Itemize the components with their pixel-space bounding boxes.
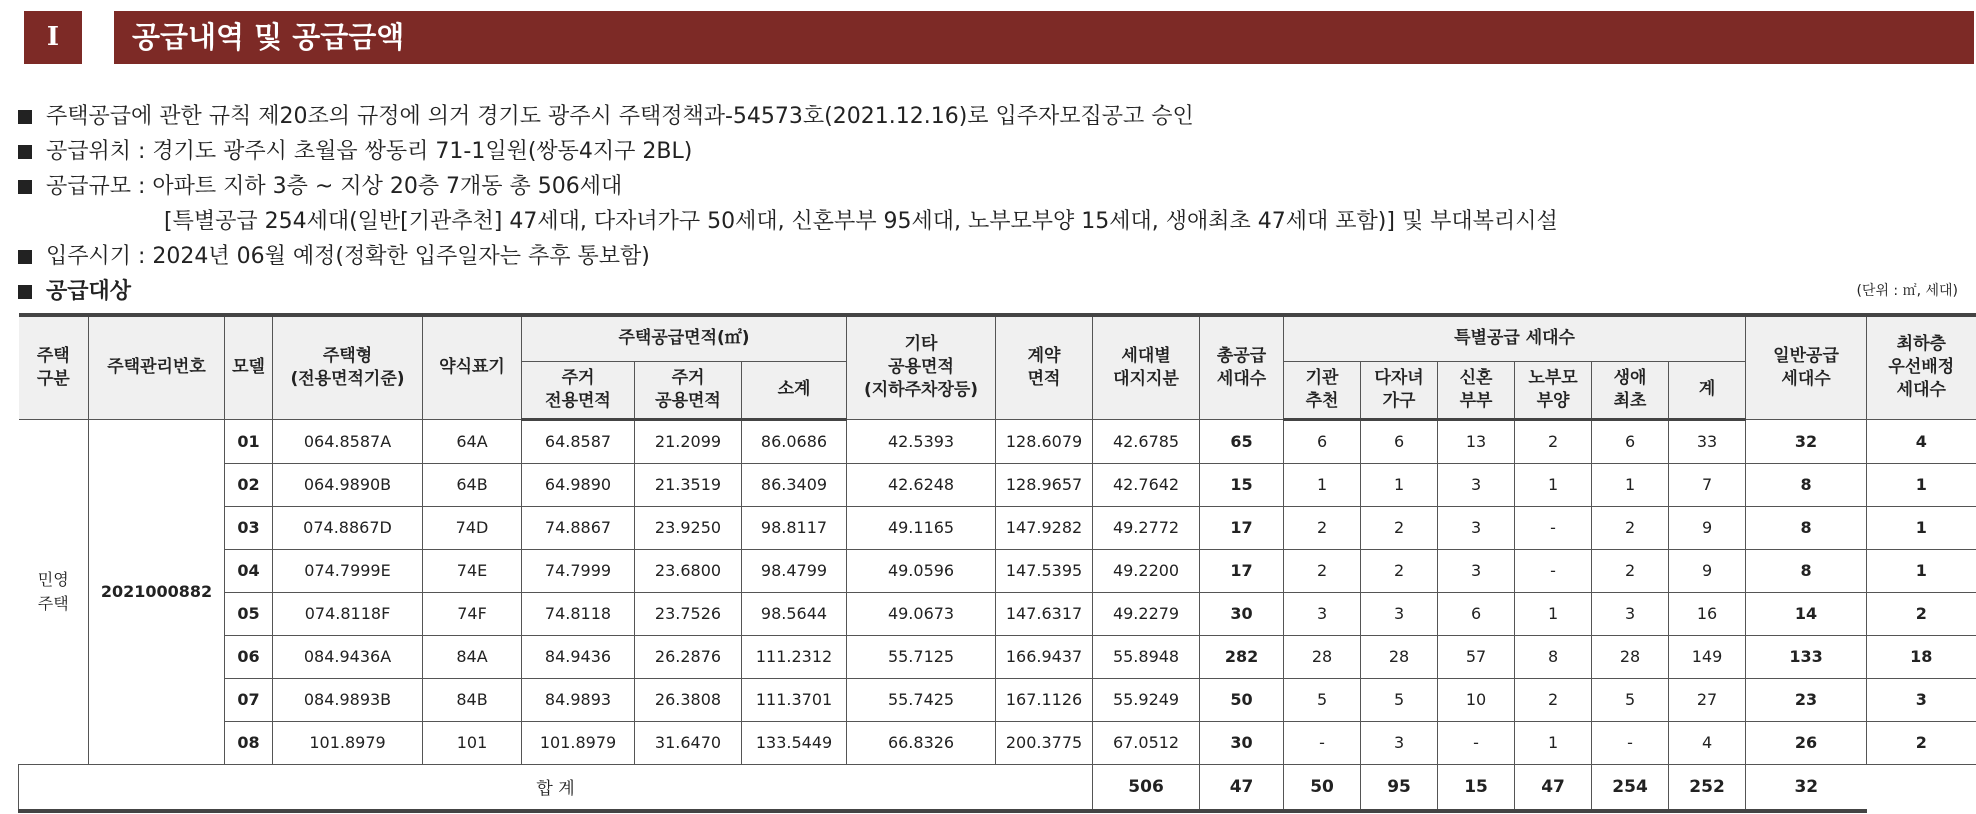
cell-sum: 33 <box>1669 419 1746 463</box>
cell-multi: 6 <box>1361 419 1438 463</box>
cell-common: 23.7526 <box>635 592 742 635</box>
cell-newlywed: 57 <box>1438 635 1515 678</box>
cell-type: 074.8867D <box>273 506 423 549</box>
cell-contract: 147.9282 <box>996 506 1093 549</box>
cell-inst: 2 <box>1284 506 1361 549</box>
cell-multi: 5 <box>1361 678 1438 721</box>
cell-general: 8 <box>1746 463 1867 506</box>
cell-multi: 28 <box>1361 635 1438 678</box>
totals-total: 506 <box>1093 764 1200 811</box>
cell-subtotal: 111.2312 <box>742 635 847 678</box>
cell-subtotal: 98.5644 <box>742 592 847 635</box>
cell-other: 49.0673 <box>847 592 996 635</box>
cell-general: 32 <box>1746 419 1867 463</box>
table-row <box>19 635 1976 678</box>
cell-type: 084.9436A <box>273 635 423 678</box>
cell-model: 03 <box>225 506 273 549</box>
cell-general: 26 <box>1746 721 1867 764</box>
cell-contract: 128.9657 <box>996 463 1093 506</box>
cell-total: 15 <box>1200 463 1284 506</box>
cell-multi: 3 <box>1361 592 1438 635</box>
cell-other: 42.5393 <box>847 419 996 463</box>
cell-first: 1 <box>1592 463 1669 506</box>
cell-common: 21.2099 <box>635 419 742 463</box>
bullet-location: 공급위치 : 경기도 광주시 초월읍 쌍동리 71-1일원(쌍동4지구 2BL) <box>18 134 1958 169</box>
cell-newlywed: 3 <box>1438 549 1515 592</box>
cell-land: 49.2772 <box>1093 506 1200 549</box>
cell-model: 04 <box>225 549 273 592</box>
cell-subtotal: 86.0686 <box>742 419 847 463</box>
totals-row <box>19 764 1976 811</box>
cell-exclusive: 101.8979 <box>522 721 635 764</box>
cell-sum: 7 <box>1669 463 1746 506</box>
col-land: 세대별 대지지분 <box>1093 315 1200 419</box>
cell-other: 55.7425 <box>847 678 996 721</box>
cell-inst: 1 <box>1284 463 1361 506</box>
table-row <box>19 678 1976 721</box>
totals-first: 47 <box>1515 764 1592 811</box>
cell-land: 42.6785 <box>1093 419 1200 463</box>
cell-multi: 3 <box>1361 721 1438 764</box>
cell-common: 31.6470 <box>635 721 742 764</box>
cell-total: 30 <box>1200 721 1284 764</box>
col-multi: 다자녀 가구 <box>1361 361 1438 419</box>
cell-general: 8 <box>1746 506 1867 549</box>
cell-inst: 5 <box>1284 678 1361 721</box>
col-first: 생애 최초 <box>1592 361 1669 419</box>
cell-subtotal: 133.5449 <box>742 721 847 764</box>
cell-model: 06 <box>225 635 273 678</box>
cell-exclusive: 84.9893 <box>522 678 635 721</box>
cell-exclusive: 64.8587 <box>522 419 635 463</box>
cell-contract: 166.9437 <box>996 635 1093 678</box>
cell-land: 42.7642 <box>1093 463 1200 506</box>
cell-multi: 2 <box>1361 506 1438 549</box>
cell-inst: 28 <box>1284 635 1361 678</box>
cell-common: 23.9250 <box>635 506 742 549</box>
cell-type: 074.7999E <box>273 549 423 592</box>
section-title: 공급내역 및 공급금액 <box>114 11 1974 64</box>
cell-exclusive: 74.8867 <box>522 506 635 549</box>
cell-contract: 167.1126 <box>996 678 1093 721</box>
cell-general: 133 <box>1746 635 1867 678</box>
col-mgmt-no: 주택관리번호 <box>89 315 225 419</box>
table-row <box>19 506 1976 549</box>
section-number: I <box>24 11 82 64</box>
totals-lowest: 32 <box>1746 764 1867 811</box>
totals-elderly: 15 <box>1438 764 1515 811</box>
col-contract: 계약 면적 <box>996 315 1093 419</box>
cell-common: 26.2876 <box>635 635 742 678</box>
cell-land: 55.9249 <box>1093 678 1200 721</box>
cell-elderly: 2 <box>1515 419 1592 463</box>
square-bullet-icon <box>18 285 32 299</box>
cell-first: - <box>1592 721 1669 764</box>
cell-newlywed: 3 <box>1438 463 1515 506</box>
table-body <box>19 419 1976 764</box>
totals-label: 합 계 <box>19 764 1093 811</box>
cell-sum: 16 <box>1669 592 1746 635</box>
cell-abbr: 101 <box>423 721 522 764</box>
col-model: 모델 <box>225 315 273 419</box>
cell-common: 21.3519 <box>635 463 742 506</box>
cell-newlywed: 10 <box>1438 678 1515 721</box>
cell-first: 2 <box>1592 549 1669 592</box>
cell-subtotal: 111.3701 <box>742 678 847 721</box>
cell-total: 30 <box>1200 592 1284 635</box>
cell-lowest: 1 <box>1867 549 1976 592</box>
cell-other: 49.0596 <box>847 549 996 592</box>
cell-model: 07 <box>225 678 273 721</box>
cell-lowest: 1 <box>1867 463 1976 506</box>
cell-lowest: 2 <box>1867 592 1976 635</box>
cell-common: 26.3808 <box>635 678 742 721</box>
cell-first: 3 <box>1592 592 1669 635</box>
cell-newlywed: 13 <box>1438 419 1515 463</box>
cell-model: 08 <box>225 721 273 764</box>
col-other-common: 기타 공용면적 (지하주차장등) <box>847 315 996 419</box>
cell-land: 49.2200 <box>1093 549 1200 592</box>
cell-elderly: 1 <box>1515 721 1592 764</box>
cell-exclusive: 84.9436 <box>522 635 635 678</box>
cell-inst: - <box>1284 721 1361 764</box>
cell-total: 65 <box>1200 419 1284 463</box>
totals-newlywed: 95 <box>1361 764 1438 811</box>
cell-lowest: 4 <box>1867 419 1976 463</box>
cell-subtotal: 86.3409 <box>742 463 847 506</box>
square-bullet-icon <box>18 250 32 264</box>
cell-sum: 27 <box>1669 678 1746 721</box>
cell-type: 101.8979 <box>273 721 423 764</box>
cell-contract: 147.5395 <box>996 549 1093 592</box>
square-bullet-icon <box>18 110 32 124</box>
section-header <box>24 11 1974 64</box>
table-row <box>19 549 1976 592</box>
totals-general: 252 <box>1669 764 1746 811</box>
cell-elderly: 2 <box>1515 678 1592 721</box>
mgmt-no-cell: 2021000882 <box>89 419 225 764</box>
cell-abbr: 64A <box>423 419 522 463</box>
cell-lowest: 18 <box>1867 635 1976 678</box>
cell-newlywed: 6 <box>1438 592 1515 635</box>
square-bullet-icon <box>18 180 32 194</box>
col-general: 일반공급 세대수 <box>1746 315 1867 419</box>
table-row <box>19 419 1976 463</box>
cell-elderly: - <box>1515 549 1592 592</box>
cell-model: 05 <box>225 592 273 635</box>
cell-first: 6 <box>1592 419 1669 463</box>
cell-other: 66.8326 <box>847 721 996 764</box>
section-label-row <box>18 274 1958 309</box>
cell-type: 084.9893B <box>273 678 423 721</box>
bullet-scale-detail: [특별공급 254세대(일반[기관추천] 47세대, 다자녀가구 50세대, 신혼부부 95세대, 노부모부양 15세대, 생애최초 47세대 포함)] 및 부대복리시설 <box>164 209 1558 234</box>
cell-inst: 2 <box>1284 549 1361 592</box>
cell-sum: 9 <box>1669 549 1746 592</box>
cell-newlywed: 3 <box>1438 506 1515 549</box>
cell-model: 02 <box>225 463 273 506</box>
cell-sum: 4 <box>1669 721 1746 764</box>
cell-abbr: 74F <box>423 592 522 635</box>
cell-inst: 6 <box>1284 419 1361 463</box>
cell-abbr: 74D <box>423 506 522 549</box>
cell-type: 064.8587A <box>273 419 423 463</box>
col-special: 특별공급 세대수 <box>1284 315 1746 361</box>
table-row <box>19 463 1976 506</box>
cell-general: 23 <box>1746 678 1867 721</box>
cell-elderly: 1 <box>1515 463 1592 506</box>
cell-subtotal: 98.8117 <box>742 506 847 549</box>
cell-contract: 128.6079 <box>996 419 1093 463</box>
cell-lowest: 3 <box>1867 678 1976 721</box>
housing-type-cell: 민영 주택 <box>19 419 89 764</box>
cell-other: 49.1165 <box>847 506 996 549</box>
cell-land: 49.2279 <box>1093 592 1200 635</box>
col-supply-area: 주택공급면적(㎡) <box>522 315 847 361</box>
cell-first: 5 <box>1592 678 1669 721</box>
cell-abbr: 84A <box>423 635 522 678</box>
cell-newlywed: - <box>1438 721 1515 764</box>
col-housing-type: 주택 구분 <box>19 315 89 419</box>
col-abbr: 약식표기 <box>423 315 522 419</box>
cell-land: 55.8948 <box>1093 635 1200 678</box>
cell-exclusive: 74.7999 <box>522 549 635 592</box>
section-label: 공급대상 <box>46 279 132 304</box>
col-sum: 계 <box>1669 361 1746 419</box>
totals-sum: 254 <box>1592 764 1669 811</box>
cell-exclusive: 74.8118 <box>522 592 635 635</box>
cell-multi: 2 <box>1361 549 1438 592</box>
notice-bullets <box>18 99 1958 309</box>
supply-table <box>18 313 1976 813</box>
cell-sum: 9 <box>1669 506 1746 549</box>
cell-total: 17 <box>1200 549 1284 592</box>
cell-type: 064.9890B <box>273 463 423 506</box>
col-subtotal: 소계 <box>742 361 847 419</box>
cell-elderly: 1 <box>1515 592 1592 635</box>
cell-abbr: 84B <box>423 678 522 721</box>
totals-multi: 50 <box>1284 764 1361 811</box>
col-newlywed: 신혼 부부 <box>1438 361 1515 419</box>
col-house-type: 주택형 (전용면적기준) <box>273 315 423 419</box>
cell-land: 67.0512 <box>1093 721 1200 764</box>
col-common: 주거 공용면적 <box>635 361 742 419</box>
cell-contract: 147.6317 <box>996 592 1093 635</box>
cell-contract: 200.3775 <box>996 721 1093 764</box>
cell-general: 14 <box>1746 592 1867 635</box>
cell-common: 23.6800 <box>635 549 742 592</box>
supply-table-wrapper <box>18 313 1975 813</box>
table-row <box>19 721 1976 764</box>
cell-lowest: 2 <box>1867 721 1976 764</box>
bullet-move-in: 입주시기 : 2024년 06월 예정(정확한 입주일자는 추후 통보함) <box>18 239 1958 274</box>
cell-lowest: 1 <box>1867 506 1976 549</box>
col-elderly: 노부모 부양 <box>1515 361 1592 419</box>
cell-elderly: 8 <box>1515 635 1592 678</box>
col-inst: 기관 추천 <box>1284 361 1361 419</box>
cell-total: 17 <box>1200 506 1284 549</box>
col-lowest: 최하층 우선배정 세대수 <box>1867 315 1976 419</box>
bullet-approval: 주택공급에 관한 규칙 제20조의 규정에 의거 경기도 광주시 주택정책과-54573호(2021.12.16)로 입주자모집공고 승인 <box>18 99 1958 134</box>
table-row <box>19 592 1976 635</box>
cell-inst: 3 <box>1284 592 1361 635</box>
cell-elderly: - <box>1515 506 1592 549</box>
cell-total: 282 <box>1200 635 1284 678</box>
col-exclusive: 주거 전용면적 <box>522 361 635 419</box>
cell-other: 55.7125 <box>847 635 996 678</box>
bullet-scale: 공급규모 : 아파트 지하 3층 ~ 지상 20층 7개동 총 506세대 <box>18 169 1958 204</box>
cell-general: 8 <box>1746 549 1867 592</box>
cell-total: 50 <box>1200 678 1284 721</box>
cell-model: 01 <box>225 419 273 463</box>
cell-abbr: 74E <box>423 549 522 592</box>
cell-subtotal: 98.4799 <box>742 549 847 592</box>
cell-sum: 149 <box>1669 635 1746 678</box>
cell-type: 074.8118F <box>273 592 423 635</box>
cell-exclusive: 64.9890 <box>522 463 635 506</box>
cell-first: 28 <box>1592 635 1669 678</box>
totals-inst: 47 <box>1200 764 1284 811</box>
square-bullet-icon <box>18 145 32 159</box>
unit-note: (단위 : ㎡, 세대) <box>1856 283 1958 299</box>
cell-abbr: 64B <box>423 463 522 506</box>
cell-multi: 1 <box>1361 463 1438 506</box>
col-total-supply: 총공급 세대수 <box>1200 315 1284 419</box>
cell-first: 2 <box>1592 506 1669 549</box>
cell-other: 42.6248 <box>847 463 996 506</box>
